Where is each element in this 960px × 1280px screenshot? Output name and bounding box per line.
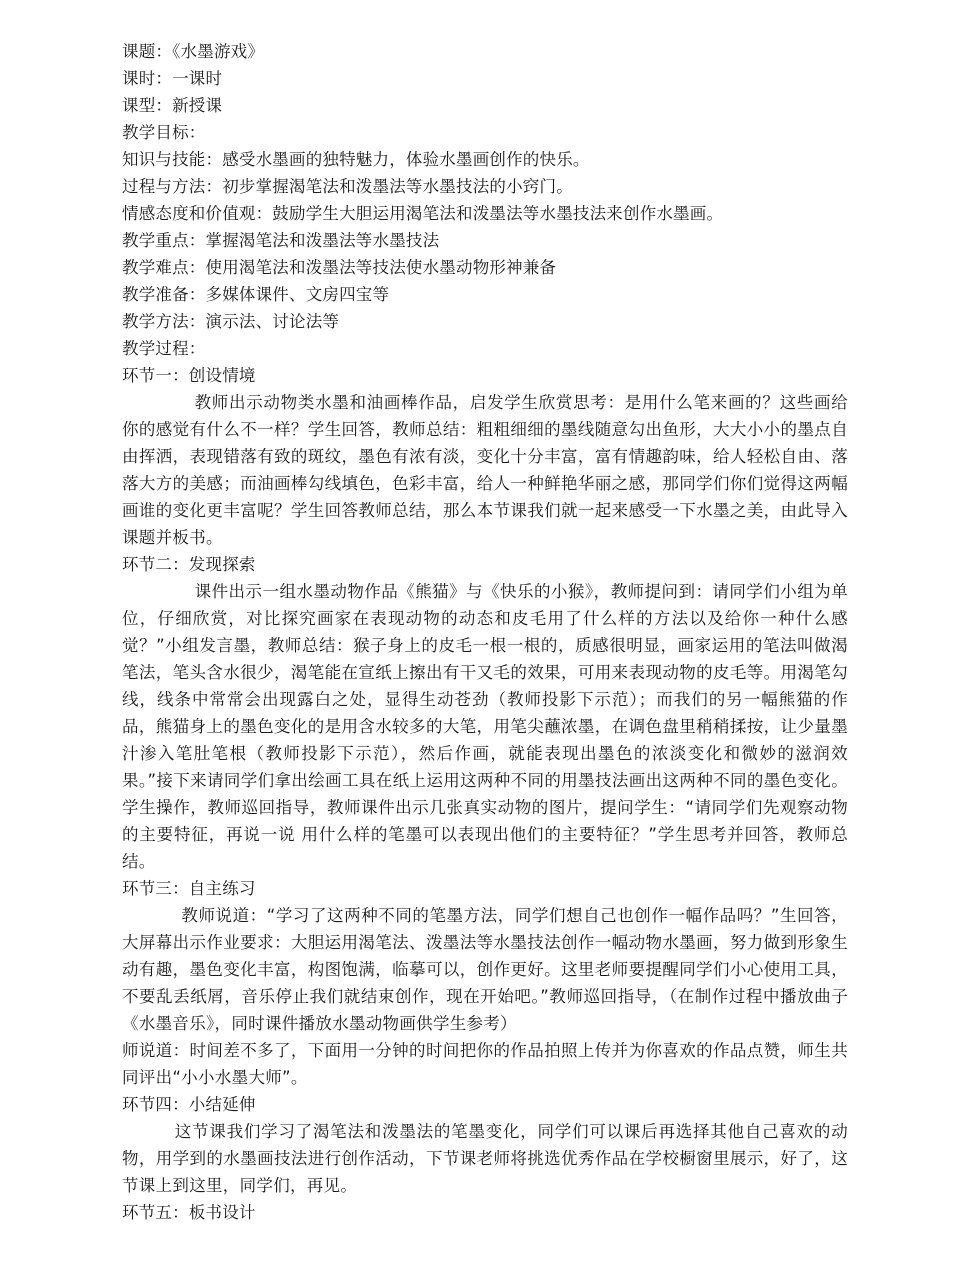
- section1-body: 教师出示动物类水墨和油画棒作品，启发学生欣赏思考：是用什么笔来画的？这些画给你的感觉有什么不一样？学生回答，教师总结：粗粗细细的墨线随意勾出鱼形，大大小小的墨点自由挥洒，表现错落有致的斑纹，墨色有浓有淡，变化十分丰富，富有情趣韵味，给人轻松自由、落落大方的美感；而油画棒勾线填色，色彩丰富，给人一种鲜艳华丽之感，那同学们你们觉得这两幅画谁的变化更丰富呢？学生回答教师总结，那么本节课我们就一起来感受一下水墨之美，由此导入课题并板书。: [122, 393, 848, 547]
- goals-heading: 教学目标：: [122, 123, 206, 142]
- preparation: 教学准备：多媒体课件、文房四宝等: [122, 285, 390, 304]
- section1-heading: 环节一：创设情境: [122, 366, 256, 385]
- section4-heading: 环节四：小结延伸: [122, 1095, 256, 1114]
- lesson-duration: 课时：一课时: [122, 69, 223, 88]
- goal-knowledge: 知识与技能：感受水墨画的独特魅力，体验水墨画创作的快乐。: [122, 150, 590, 169]
- section4-body: 这节课我们学习了渴笔法和泼墨法的笔墨变化，同学们可以课后再选择其他自己喜欢的动物，用学到的水墨画技法进行创作活动，下节课老师将挑选优秀作品在学校橱窗里展示，好了，这节课上到这里，同学们，再见。: [122, 1122, 848, 1195]
- difficulty: 教学难点：使用渴笔法和泼墨法等技法使水墨动物形神兼备: [122, 258, 557, 277]
- goal-emotion: 情感态度和价值观：鼓励学生大胆运用渴笔法和泼墨法等水墨技法来创作水墨画。: [122, 204, 724, 223]
- section2-body: 课件出示一组水墨动物作品《熊猫》与《快乐的小猴》，教师提问到：请同学们小组为单位，仔细欣赏，对比探究画家在表现动物的动态和皮毛用了什么样的方法以及给你一种什么感觉？”小组发言墨，教师总结：猴子身上的皮毛一根一根的，质感很明显，画家运用的笔法叫做渴笔法，笔头含水很少，渴笔能在宣纸上擦出有干又毛的效果，可用来表现动物的皮毛等。用渴笔勾线，线条中常常会出现露白之处，显得生动苍劲（教师投影下示范）；而我们的另一幅熊猫的作品，熊猫身上的墨色变化的是用含水较多的大笔，用笔尖蘸浓墨，在调色盘里稍稍揉按，让少量墨汁渗入笔肚笔根（教师投影下示范），然后作画，就能表现出墨色的浓淡变化和微妙的滋润效果。”接下来请同学们拿出绘画工具在纸上运用这两种不同的用墨技法画出这两种不同的墨色变化。学生操作，教师巡回指导，教师课件出示几张真实动物的图片，提问学生：“请同学们先观察动物的主要特征，再说一说 用什么样的笔墨可以表现出他们的主要特征？”学生思考并回答，教师总结。: [122, 582, 848, 871]
- section5-heading: 环节五：板书设计: [122, 1203, 256, 1222]
- key-point: 教学重点：掌握渴笔法和泼墨法等水墨技法: [122, 231, 440, 250]
- section3-teacher-remark: 师说道：时间差不多了，下面用一分钟的时间把你的作品拍照上传并为你喜欢的作品点赞，师生共同评出“小小水墨大师”。: [122, 1041, 848, 1087]
- section3-body: 教师说道：“学习了这两种不同的笔墨方法，同学们想自己也创作一幅作品吗？”生回答，大屏幕出示作业要求：大胆运用渴笔法、泼墨法等水墨技法创作一幅动物水墨画，努力做到形象生动有趣，墨色变化丰富，构图饱满，临摹可以，创作更好。这里老师要提醒同学们小心使用工具，不要乱丢纸屑，音乐停止我们就结束创作，现在开始吧。”教师巡回指导，（在制作过程中播放曲子《水墨音乐》，同时课件播放水墨动物画供学生参考）: [122, 906, 848, 1033]
- lesson-type: 课型：新授课: [122, 96, 223, 115]
- teaching-method: 教学方法：演示法、讨论法等: [122, 312, 340, 331]
- lesson-title: 课题：《水墨游戏》: [122, 42, 265, 61]
- goal-process: 过程与方法：初步掌握渴笔法和泼墨法等水墨技法的小窍门。: [122, 177, 573, 196]
- section3-heading: 环节三：自主练习: [122, 879, 256, 898]
- section2-heading: 环节二：发现探索: [122, 555, 256, 574]
- process-heading: 教学过程：: [122, 339, 206, 358]
